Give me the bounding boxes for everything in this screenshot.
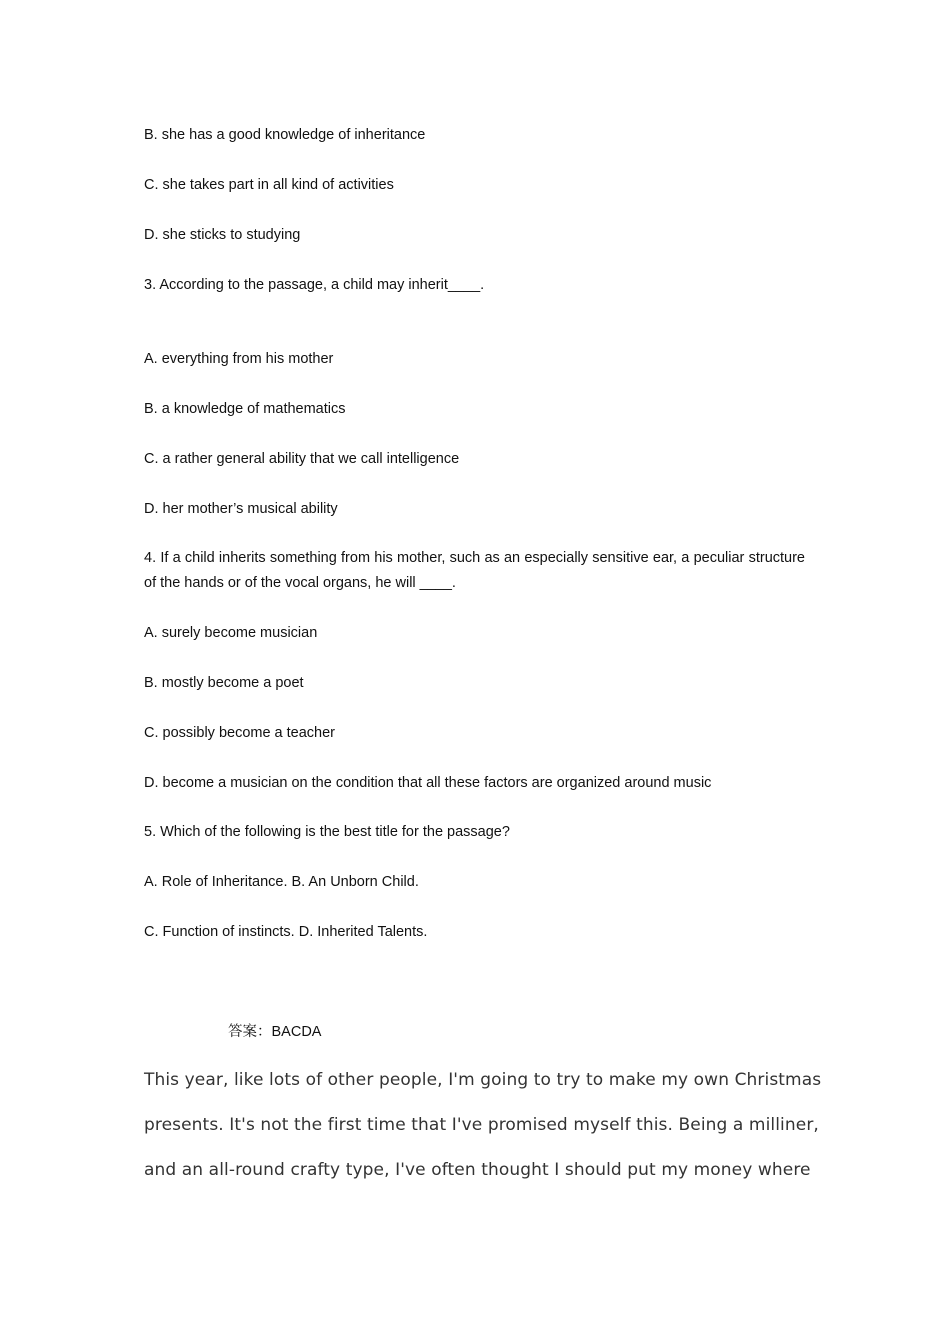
q4-option-d: D. become a musician on the condition that all these factors are organized around music xyxy=(144,775,712,791)
passage-line-3: and an all-round crafty type, I've often thought I should put my money where xyxy=(144,1160,811,1180)
q3-stem: 3. According to the passage, a child may inherit____. xyxy=(144,277,485,293)
q5-options-ab: A. Role of Inheritance. B. An Unborn Child. xyxy=(144,874,419,890)
answer-key: 答案：BACDA xyxy=(228,1024,322,1040)
q3-option-c: C. a rather general ability that we call intelligence xyxy=(144,451,460,467)
q2-option-c: C. she takes part in all kind of activities xyxy=(144,177,394,193)
q4-option-a: A. surely become musician xyxy=(144,625,318,641)
passage-line-1: This year, like lots of other people, I'm going to try to make my own Christmas xyxy=(144,1070,822,1090)
passage-line-2: presents. It's not the first time that I've promised myself this. Being a milliner, xyxy=(144,1115,819,1135)
q5-stem: 5. Which of the following is the best title for the passage? xyxy=(144,824,510,840)
q2-option-d: D. she sticks to studying xyxy=(144,227,301,243)
q4-stem: 4. If a child inherits something from his mother, such as an especially sensitive ear, a peculiar structure of the hands or of the vocal organs, he will ____. xyxy=(144,550,805,591)
q5-options-cd: C. Function of instincts. D. Inherited Talents. xyxy=(144,924,428,940)
q3-option-b: B. a knowledge of mathematics xyxy=(144,401,346,417)
q2-option-b: B. she has a good knowledge of inheritance xyxy=(144,127,426,143)
q3-option-d: D. her mother’s musical ability xyxy=(144,501,338,517)
q3-option-a: A. everything from his mother xyxy=(144,351,334,367)
q4-option-b: B. mostly become a poet xyxy=(144,675,304,691)
q4-option-c: C. possibly become a teacher xyxy=(144,725,336,741)
